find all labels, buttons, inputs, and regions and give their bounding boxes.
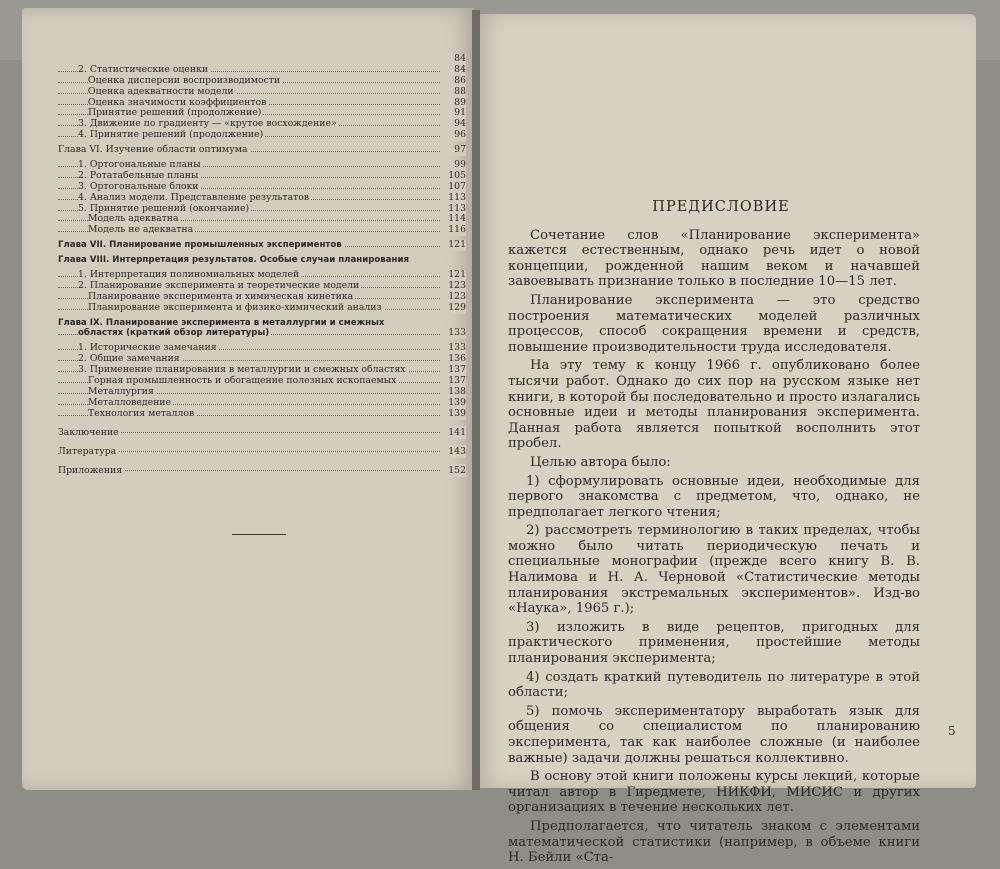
preface-paragraph: Целью автора было: [530, 454, 671, 470]
toc-entry-title: 2. Планирование эксперимента и теоретические модели [78, 279, 360, 291]
toc-entry-title: Технология металлов [88, 407, 195, 419]
toc-entry-title: Планирование эксперимента и химическая кинетика [88, 290, 354, 302]
toc-entry-title: Планирование эксперимента и физико-химический анализ [88, 301, 382, 313]
toc-entry-title: областях (краткий обзор литературы) [78, 328, 270, 339]
toc-entry-title: Оценка адекватности модели [88, 85, 234, 97]
toc-entry-title: Глава VI. Изучение области оптимума [58, 144, 248, 156]
toc-row [58, 87, 466, 98]
toc-row [58, 193, 466, 204]
toc-entry-title: 2. Ротатабельные планы [78, 169, 199, 181]
toc-entry-title: Глава VIII. Интерпретация результатов. Особые случаи планирования [58, 255, 410, 266]
preface-list-item: 4) создать краткий путеводитель по литературе в этой области; [508, 669, 920, 701]
toc-entry-title: Модель не адекватна [88, 224, 194, 236]
toc-row [58, 255, 466, 266]
toc-row [58, 130, 466, 141]
toc-entry-title: Принятие решений (продолжение) [88, 107, 262, 119]
toc-row [58, 409, 466, 420]
toc-page-number: 84 [442, 54, 466, 65]
preface-list-item: 2) рассмотреть терминологию в таких пределах, чтобы можно было читать периодическую печать и специальные монографии (прежде всего книгу В. В. Налимова и Н. А. Черновой «Статистические методы планирования экстремальных экспериментов». Изд-во «Наука», 1965 г.); [508, 523, 920, 617]
toc-row [58, 426, 466, 439]
toc-page-number: 139 [442, 409, 466, 420]
toc-page-number: 133 [442, 328, 466, 339]
page-number: 5 [948, 724, 956, 738]
preface-paragraph: В основу этой книги положены курсы лекций, которые читал автор в Гиредмете, НИКФИ, МИСИС и других организациях в течение нескольких лет. [508, 769, 920, 816]
preface-paragraph: Предполагается, что читатель знаком с элементами математической статистики (например, в объеме книги Н. Бейли «Ста- [508, 818, 920, 866]
toc-page-number: 114 [442, 214, 466, 225]
toc-entry-title: 3. Движение по градиенту — «крутое восхождение» [78, 118, 337, 130]
toc-entry-title: Глава IX. Планирование эксперимента в металлургии и смежных [58, 317, 385, 328]
toc-entry-title: 3. Ортогональные блоки [78, 180, 199, 192]
toc-row [58, 225, 466, 236]
toc-entry-title: Модель адекватна [88, 213, 179, 225]
toc-entry-title: Горная промышленность и обогащение полезных ископаемых [88, 375, 397, 387]
toc-page-number: 137 [442, 376, 466, 387]
toc-page-number: 97 [442, 145, 466, 156]
toc-entry-title: 1. Интерпретация полиномиальных моделей [78, 269, 300, 281]
toc-page-number: 137 [442, 365, 466, 376]
toc-entry-title: 5. Принятие решений (окончание) [78, 202, 250, 214]
toc-page-number: 129 [442, 303, 466, 314]
table-of-contents [58, 54, 466, 477]
toc-page-number: 143 [442, 445, 466, 458]
toc-page-number: 94 [442, 119, 466, 130]
toc-entry-title: Оценка дисперсии воспроизводимости [88, 74, 281, 86]
toc-entry-title: Металловедение [88, 396, 171, 408]
toc-page-number: 152 [442, 464, 466, 477]
toc-entry-title: 2. Статистические оценки [78, 63, 209, 75]
preface-section [508, 200, 920, 869]
toc-entry-title: Заключение [58, 426, 119, 438]
toc-entry-title: Приложения [58, 464, 123, 476]
toc-entry-title: Глава VII. Планирование промышленных экспериментов [58, 240, 342, 251]
toc-entry-title: 4. Принятие решений (продолжение) [78, 129, 264, 141]
toc-page-number: 123 [442, 292, 466, 303]
toc-page-number: 88 [442, 87, 466, 98]
toc-page-number: 138 [442, 387, 466, 398]
toc-page-number: 139 [442, 398, 466, 409]
preface-paragraph: Сочетание слов «Планирование эксперимента» кажется естественным, однако речь идет о новой концепции, рожденной нашим веком и начавшей завоевывать признание только в последние 10—15 лет. [508, 227, 920, 290]
preface-list-item: 1) сформулировать основные идеи, необходимые для первого знакомства с предметом, что, однако, не предполагает легкого чтения; [508, 473, 920, 520]
toc-row [58, 240, 466, 251]
toc-entry-title: Оценка значимости коэффициентов [88, 96, 267, 108]
toc-page-number: 105 [442, 171, 466, 182]
toc-entry-title: 1. Ортогональные планы [78, 159, 201, 171]
toc-entry-title: 4. Анализ модели. Представление результатов [78, 191, 310, 203]
toc-entry-title: 2. Общие замечания [78, 353, 180, 365]
toc-entry-title: 1. Исторические замечания [78, 342, 217, 354]
toc-row [58, 145, 466, 156]
toc-page-number: 133 [442, 343, 466, 354]
toc-page-number: 91 [442, 108, 466, 119]
toc-page-number: 113 [442, 204, 466, 215]
preface-paragraph: На эту тему к концу 1966 г. опубликовано более тысячи работ. Однако до сих пор на русском языке нет книги, в которой бы последовательно и просто излагались основные идеи и методы планирования эксперимента. Данная работа является попыткой восполнить этот пробел. [508, 358, 920, 452]
book-spine-gutter [472, 10, 480, 790]
toc-page-number: 123 [442, 281, 466, 292]
toc-entry-title: Металлургия [88, 385, 154, 397]
toc-entry-title: Литература [58, 445, 117, 457]
toc-page-number: 121 [442, 240, 466, 251]
toc-entry-title: 3. Применение планирования в металлургии и смежных областях [78, 364, 406, 376]
toc-row [58, 445, 466, 458]
toc-page-number: 96 [442, 130, 466, 141]
toc-page-number: 121 [442, 270, 466, 281]
preface-list-item: 5) помочь экспериментатору выработать язык для общения со специалистом по планированию эксперимента, так как наиболее сложные (и наиболее важные) задачи должны решаться коллективно. [508, 703, 920, 766]
toc-page-number: 99 [442, 160, 466, 171]
preface-paragraph: Планирование эксперимента — это средство построения математических моделей различных процессов, способ сокращения времени и средств, повышение производительности труда исследователя. [508, 292, 920, 355]
toc-page-number: 113 [442, 193, 466, 204]
toc-row [58, 328, 466, 339]
toc-page-number: 107 [442, 182, 466, 193]
toc-page-number: 141 [442, 426, 466, 439]
toc-page-number: 86 [442, 76, 466, 87]
toc-row [58, 318, 466, 329]
toc-page-number: 84 [442, 65, 466, 76]
toc-row [58, 464, 466, 477]
toc-page-number: 116 [442, 225, 466, 236]
toc-row [58, 303, 466, 314]
preface-list-item: 3) изложить в виде рецептов, пригодных для практического применения, простейшие методы планирования эксперимента; [508, 619, 920, 667]
toc-page-number: 89 [442, 98, 466, 109]
separator-line [232, 534, 286, 535]
preface-title: ПРЕДИСЛОВИЕ [652, 199, 790, 215]
toc-page-number: 136 [442, 354, 466, 365]
